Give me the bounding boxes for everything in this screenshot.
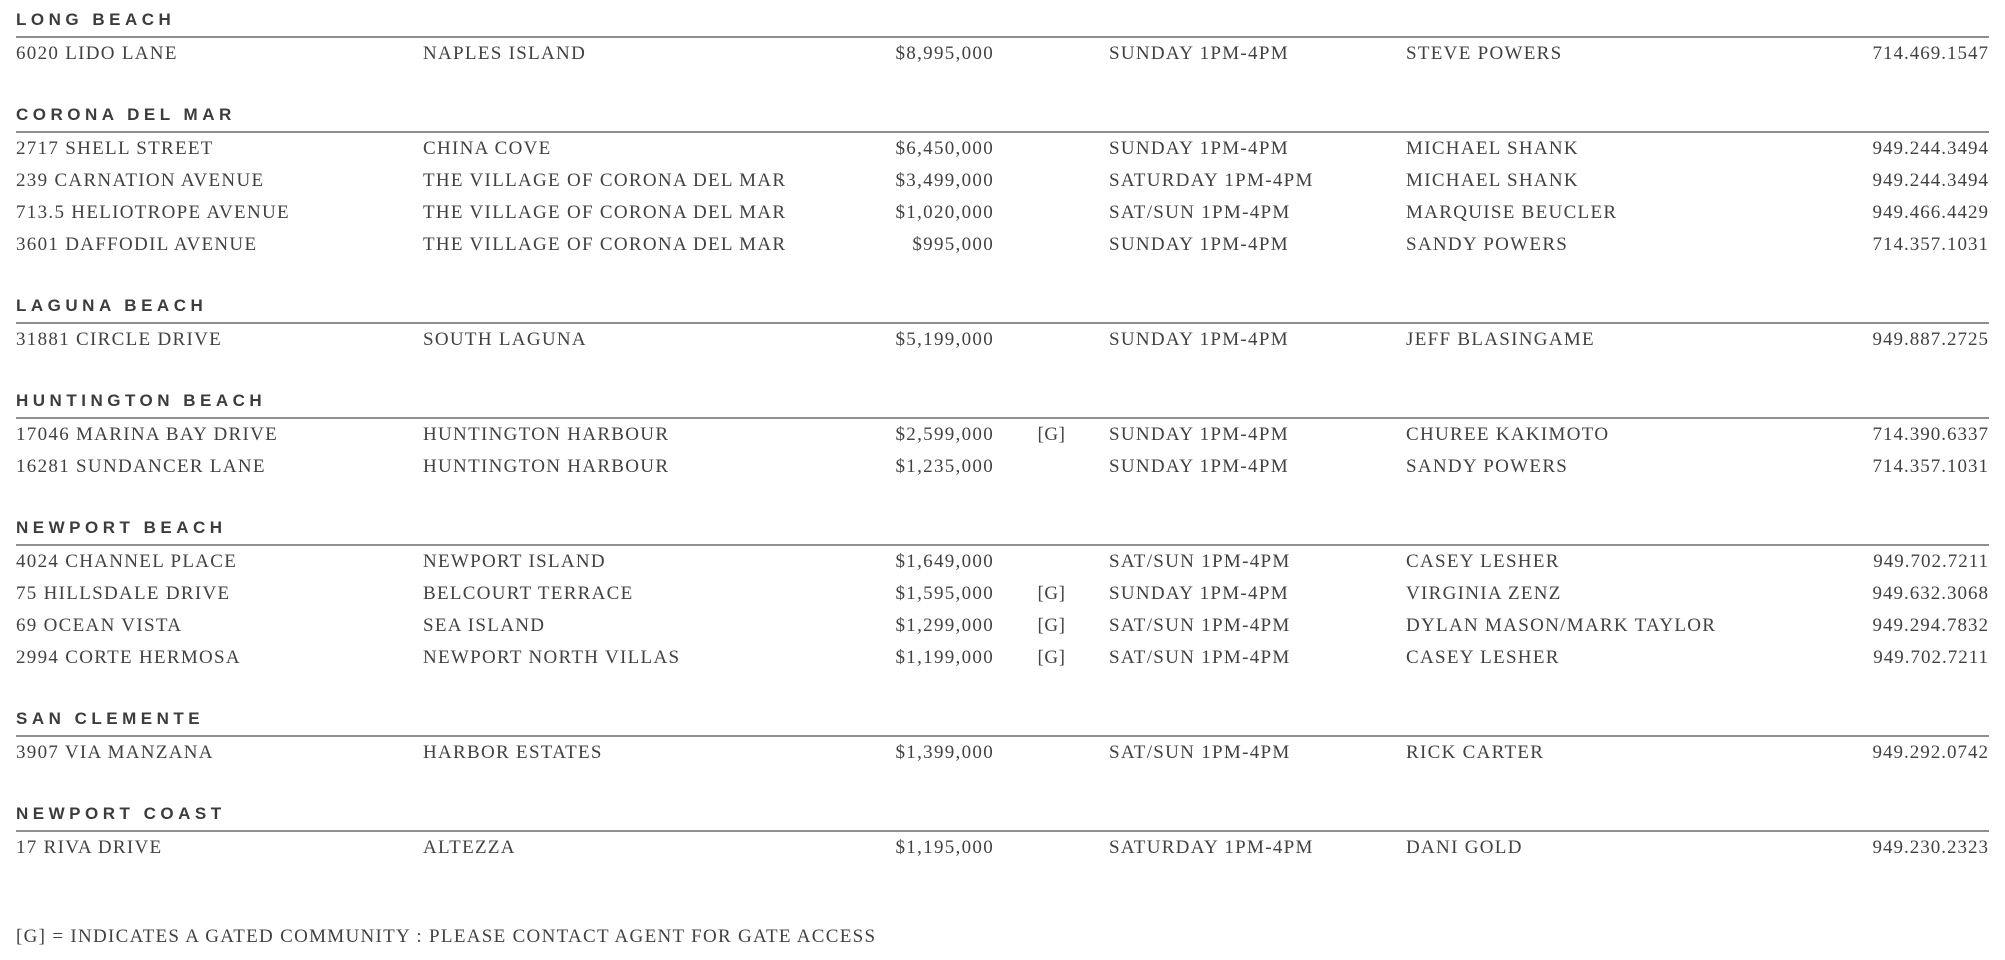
city-heading: NEWPORT COAST <box>16 804 226 823</box>
listing-row <box>16 832 1989 864</box>
open-house-time: SAT/SUN 1PM-4PM <box>1109 615 1291 636</box>
listing-row <box>16 737 1989 769</box>
listing-row <box>16 578 1989 610</box>
listing-address: 17 RIVA DRIVE <box>16 837 163 858</box>
listing-address: 239 CARNATION AVENUE <box>16 170 265 191</box>
open-house-time: SUNDAY 1PM-4PM <box>1109 138 1289 159</box>
agent-name: MICHAEL SHANK <box>1406 170 1579 191</box>
agent-phone: 949.292.0742 <box>1872 742 1989 763</box>
listing-row <box>16 610 1989 642</box>
open-house-time: SUNDAY 1PM-4PM <box>1109 43 1289 64</box>
open-house-time: SAT/SUN 1PM-4PM <box>1109 202 1291 223</box>
city-section <box>16 296 1989 356</box>
agent-phone: 949.244.3494 <box>1872 170 1989 191</box>
city-section <box>16 391 1989 483</box>
listing-address: 3907 VIA MANZANA <box>16 742 214 763</box>
city-section <box>16 105 1989 261</box>
city-heading: LONG BEACH <box>16 10 176 29</box>
agent-phone: 949.702.7211 <box>1873 647 1989 668</box>
agent-name: MARQUISE BEUCLER <box>1406 202 1618 223</box>
listing-price: $8,995,000 <box>895 43 994 64</box>
listing-row <box>16 324 1989 356</box>
agent-phone: 949.244.3494 <box>1872 138 1989 159</box>
open-house-time: SATURDAY 1PM-4PM <box>1109 837 1314 858</box>
listing-neighborhood: CHINA COVE <box>423 138 552 159</box>
listing-row <box>16 197 1989 229</box>
listing-row <box>16 133 1989 165</box>
listing-address: 713.5 HELIOTROPE AVENUE <box>16 202 290 223</box>
agent-phone: 949.632.3068 <box>1872 583 1989 604</box>
listing-neighborhood: ALTEZZA <box>423 837 516 858</box>
open-house-time: SUNDAY 1PM-4PM <box>1109 424 1289 445</box>
open-house-time: SUNDAY 1PM-4PM <box>1109 456 1289 477</box>
open-house-time: SUNDAY 1PM-4PM <box>1109 234 1289 255</box>
listing-address: 17046 MARINA BAY DRIVE <box>16 424 279 445</box>
listing-row <box>16 38 1989 70</box>
agent-name: CASEY LESHER <box>1406 551 1560 572</box>
gated-flag: [G] <box>1037 615 1066 636</box>
listing-price: $1,199,000 <box>895 647 994 668</box>
listing-price: $6,450,000 <box>895 138 994 159</box>
agent-phone: 949.887.2725 <box>1872 329 1989 350</box>
listing-neighborhood: THE VILLAGE OF CORONA DEL MAR <box>423 170 787 191</box>
agent-phone: 949.230.2323 <box>1872 837 1989 858</box>
listing-price: $995,000 <box>912 234 994 255</box>
agent-phone: 949.466.4429 <box>1872 202 1989 223</box>
listing-neighborhood: NAPLES ISLAND <box>423 43 587 64</box>
agent-name: DANI GOLD <box>1406 837 1523 858</box>
agent-phone: 714.357.1031 <box>1872 234 1989 255</box>
agent-name: DYLAN MASON/MARK TAYLOR <box>1406 615 1717 636</box>
open-house-time: SATURDAY 1PM-4PM <box>1109 170 1314 191</box>
listing-neighborhood: NEWPORT NORTH VILLAS <box>423 647 681 668</box>
agent-name: MICHAEL SHANK <box>1406 138 1579 159</box>
city-heading: SAN CLEMENTE <box>16 709 205 728</box>
agent-phone: 714.357.1031 <box>1872 456 1989 477</box>
gated-community-note: [G] = INDICATES A GATED COMMUNITY : PLEASE CONTACT AGENT FOR GATE ACCESS <box>16 926 877 947</box>
listing-price: $1,399,000 <box>895 742 994 763</box>
open-house-time: SAT/SUN 1PM-4PM <box>1109 647 1291 668</box>
listing-address: 6020 LIDO LANE <box>16 43 178 64</box>
listing-price: $1,595,000 <box>895 583 994 604</box>
listing-address: 2717 SHELL STREET <box>16 138 214 159</box>
listing-address: 4024 CHANNEL PLACE <box>16 551 238 572</box>
listing-address: 31881 CIRCLE DRIVE <box>16 329 223 350</box>
listing-address: 3601 DAFFODIL AVENUE <box>16 234 258 255</box>
listing-neighborhood: HUNTINGTON HARBOUR <box>423 456 670 477</box>
listing-neighborhood: SOUTH LAGUNA <box>423 329 587 350</box>
listing-address: 75 HILLSDALE DRIVE <box>16 583 231 604</box>
listing-price: $5,199,000 <box>895 329 994 350</box>
listing-neighborhood: HUNTINGTON HARBOUR <box>423 424 670 445</box>
gated-flag: [G] <box>1037 424 1066 445</box>
agent-phone: 714.469.1547 <box>1872 43 1989 64</box>
listing-neighborhood: THE VILLAGE OF CORONA DEL MAR <box>423 202 787 223</box>
agent-name: STEVE POWERS <box>1406 43 1563 64</box>
agent-name: SANDY POWERS <box>1406 234 1569 255</box>
agent-phone: 949.702.7211 <box>1873 551 1989 572</box>
city-heading: CORONA DEL MAR <box>16 105 236 124</box>
listing-price: $1,235,000 <box>895 456 994 477</box>
gated-flag: [G] <box>1037 583 1066 604</box>
open-house-time: SUNDAY 1PM-4PM <box>1109 329 1289 350</box>
listing-price: $1,020,000 <box>895 202 994 223</box>
listing-neighborhood: HARBOR ESTATES <box>423 742 603 763</box>
agent-phone: 714.390.6337 <box>1872 424 1989 445</box>
listing-row <box>16 165 1989 197</box>
listing-price: $1,649,000 <box>895 551 994 572</box>
listing-row <box>16 546 1989 578</box>
listing-row <box>16 642 1989 674</box>
open-house-time: SAT/SUN 1PM-4PM <box>1109 742 1291 763</box>
listing-address: 69 OCEAN VISTA <box>16 615 183 636</box>
agent-name: CHUREE KAKIMOTO <box>1406 424 1610 445</box>
sections <box>16 10 1989 864</box>
listing-neighborhood: BELCOURT TERRACE <box>423 583 634 604</box>
listing-price: $3,499,000 <box>895 170 994 191</box>
city-heading: NEWPORT BEACH <box>16 518 227 537</box>
listing-neighborhood: SEA ISLAND <box>423 615 546 636</box>
open-house-time: SAT/SUN 1PM-4PM <box>1109 551 1291 572</box>
listing-row <box>16 229 1989 261</box>
listing-row <box>16 451 1989 483</box>
city-section <box>16 804 1989 864</box>
gated-flag: [G] <box>1037 647 1066 668</box>
agent-name: JEFF BLASINGAME <box>1406 329 1595 350</box>
agent-phone: 949.294.7832 <box>1872 615 1989 636</box>
listing-neighborhood: THE VILLAGE OF CORONA DEL MAR <box>423 234 787 255</box>
agent-name: SANDY POWERS <box>1406 456 1569 477</box>
city-heading: LAGUNA BEACH <box>16 296 208 315</box>
agent-name: CASEY LESHER <box>1406 647 1560 668</box>
listing-address: 16281 SUNDANCER LANE <box>16 456 266 477</box>
listing-neighborhood: NEWPORT ISLAND <box>423 551 606 572</box>
listing-price: $2,599,000 <box>895 424 994 445</box>
listing-row <box>16 419 1989 451</box>
listing-price: $1,195,000 <box>895 837 994 858</box>
city-heading: HUNTINGTON BEACH <box>16 391 267 410</box>
listing-price: $1,299,000 <box>895 615 994 636</box>
city-section <box>16 10 1989 70</box>
city-section <box>16 709 1989 769</box>
city-section <box>16 518 1989 674</box>
open-house-time: SUNDAY 1PM-4PM <box>1109 583 1289 604</box>
agent-name: RICK CARTER <box>1406 742 1545 763</box>
listing-address: 2994 CORTE HERMOSA <box>16 647 241 668</box>
agent-name: VIRGINIA ZENZ <box>1406 583 1562 604</box>
